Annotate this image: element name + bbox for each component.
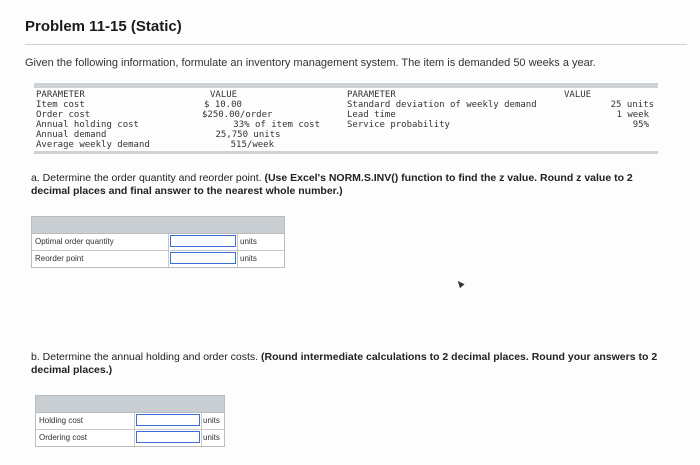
ordering-cost-input[interactable] — [136, 431, 200, 443]
value-item-cost: $ 10.00 — [204, 100, 242, 110]
column-divider — [134, 413, 135, 429]
parameter-service-probability: Service probability — [347, 120, 450, 130]
parameter-annual-demand: Annual demand — [36, 130, 107, 140]
reorder-point-input[interactable] — [170, 252, 236, 264]
right-value-column — [564, 90, 654, 130]
value-annual-demand: 25,750 units — [215, 130, 281, 140]
part-a-question — [31, 172, 671, 198]
column-divider — [237, 234, 238, 250]
parameter-order-cost: Order cost — [36, 110, 91, 120]
holding-cost-unit: units — [203, 416, 220, 425]
right-parameter-column — [347, 90, 537, 130]
reorder-point-unit: units — [240, 254, 257, 263]
part-a-text: a. Determine the order quantity and reorder point. — [31, 172, 265, 184]
parameter-table-bottom-border — [34, 151, 658, 154]
holding-cost-input[interactable] — [136, 414, 200, 426]
part-b-answer-table — [35, 395, 225, 447]
table-row — [36, 430, 224, 446]
holding-cost-label: Holding cost — [39, 416, 84, 425]
value-average-weekly-demand: 515/week — [230, 140, 274, 150]
parameter-item-cost: Item cost — [36, 100, 85, 110]
value-lead-time: 1 week — [616, 110, 649, 120]
part-b-table-header — [36, 396, 224, 413]
title-divider — [25, 44, 687, 45]
table-row — [32, 234, 284, 251]
problem-intro: Given the following information, formulate an inventory management system. The item is demanded 50 weeks a year. — [25, 57, 596, 69]
value-std-dev-weekly-demand: 25 units — [610, 100, 654, 110]
ordering-cost-label: Ordering cost — [39, 433, 88, 442]
column-divider — [168, 251, 169, 267]
column-divider — [168, 234, 169, 250]
column-divider — [237, 251, 238, 267]
part-b-question — [31, 351, 676, 377]
column-divider — [201, 413, 202, 429]
left-value-column — [202, 90, 320, 150]
optimal-order-quantity-unit: units — [240, 237, 257, 246]
left-value-header: VALUE — [210, 90, 238, 100]
optimal-order-quantity-label: Optimal order quantity — [35, 237, 114, 246]
left-parameter-header: PARAMETER — [36, 90, 85, 100]
parameter-std-dev-weekly-demand: Standard deviation of weekly demand — [347, 100, 537, 110]
parameter-table — [34, 83, 658, 158]
value-annual-holding-cost: 33% of item cost — [233, 120, 320, 130]
column-divider — [134, 430, 135, 446]
value-order-cost: $250.00/order — [202, 110, 273, 120]
part-a-table-header — [32, 217, 284, 234]
left-parameter-column — [36, 90, 150, 150]
part-a-instructions: (Use Excel's NORM.S.INV() function to find the z value. Round z value to 2 decimal places and final answer to the nearest whole number.) — [31, 172, 633, 197]
part-b-text: b. Determine the annual holding and order costs. — [31, 351, 261, 363]
ordering-cost-unit: units — [203, 433, 220, 442]
optimal-order-quantity-input[interactable] — [170, 235, 236, 247]
part-b-instructions: (Round intermediate calculations to 2 decimal places. Round your answers to 2 decimal places.) — [31, 351, 658, 376]
mouse-pointer-icon — [455, 279, 464, 288]
value-service-probability: 95% — [632, 120, 649, 130]
part-a-answer-table — [31, 216, 285, 268]
table-row — [36, 413, 224, 430]
right-value-header: VALUE — [564, 90, 592, 100]
right-parameter-header: PARAMETER — [347, 90, 396, 100]
column-divider — [201, 430, 202, 446]
parameter-average-weekly-demand: Average weekly demand — [36, 140, 150, 150]
table-row — [32, 251, 284, 267]
reorder-point-label: Reorder point — [35, 254, 84, 263]
problem-title: Problem 11-15 (Static) — [25, 18, 182, 35]
parameter-lead-time: Lead time — [347, 110, 396, 120]
parameter-annual-holding-cost: Annual holding cost — [36, 120, 139, 130]
